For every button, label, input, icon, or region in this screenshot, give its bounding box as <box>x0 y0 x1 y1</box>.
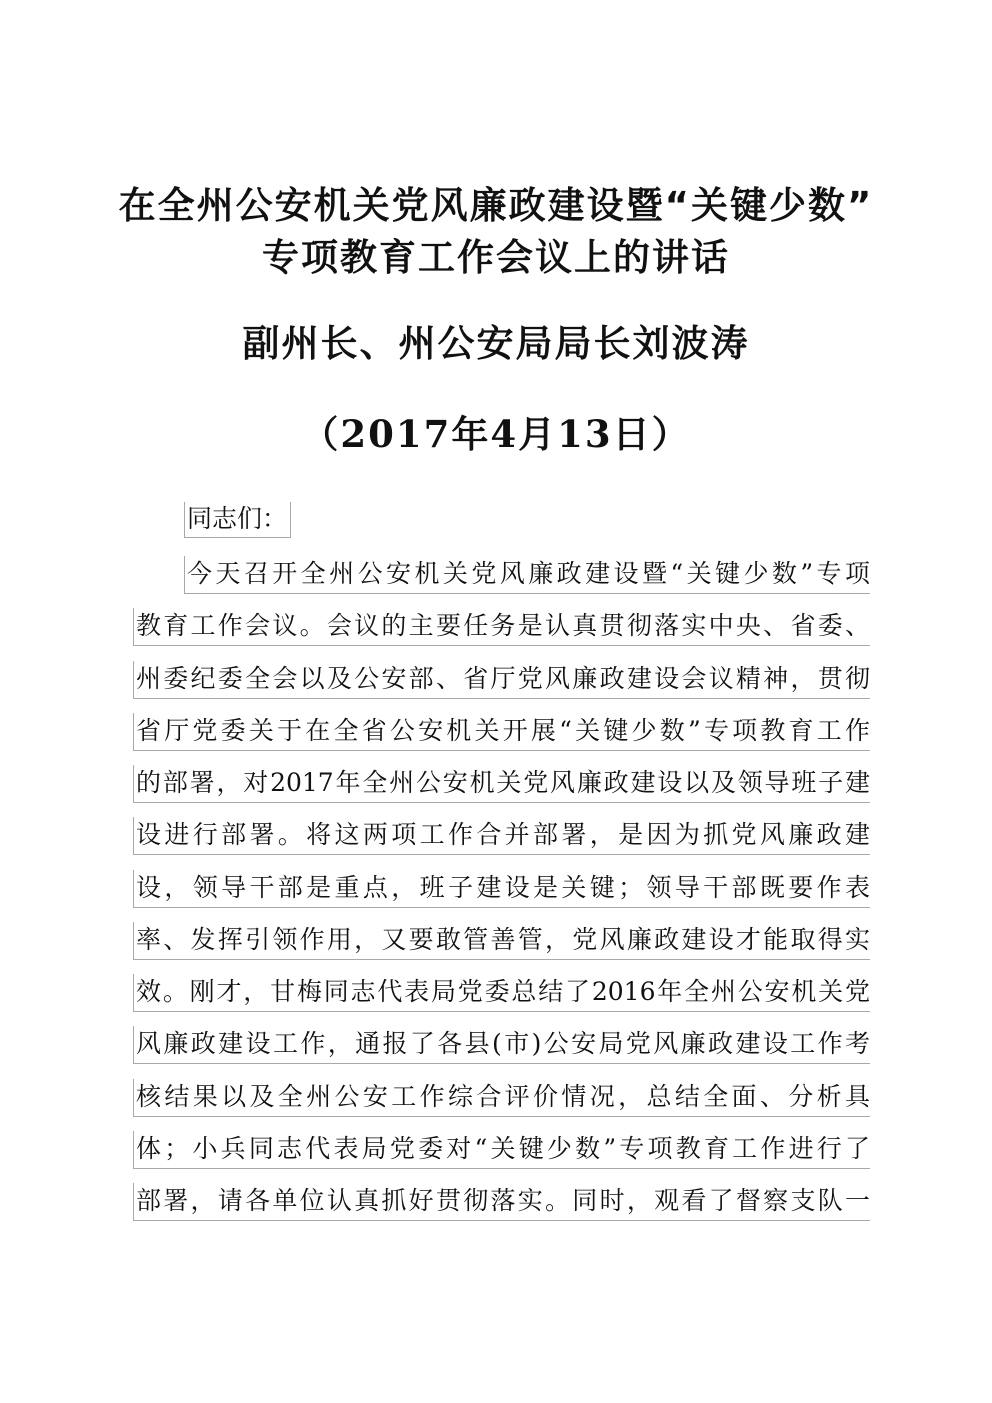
body-line: 风廉政建设工作，通报了各县(市)公安局党风廉政建设工作考 <box>133 1026 870 1064</box>
greeting: 同志们： <box>184 502 291 538</box>
body-line: 设进行部署。将这两项工作合并部署，是因为抓党风廉政建 <box>133 817 870 855</box>
body-line: 的部署，对2017年全州公安机关党风廉政建设以及领导班子建 <box>133 765 870 803</box>
body-line: 设，领导干部是重点，班子建设是关键；领导干部既要作表 <box>133 870 870 908</box>
document-title-line-1: 在全州公安机关党风廉政建设暨“关键少数” <box>118 184 874 227</box>
body-line: 今天召开全州公安机关党风廉政建设暨“关键少数”专项 <box>184 556 870 594</box>
body-line: 教育工作会议。会议的主要任务是认真贯彻落实中央、省委、 <box>133 608 870 646</box>
body-line: 核结果以及全州公安工作综合评价情况，总结全面、分析具 <box>133 1079 870 1117</box>
body-line: 部署，请各单位认真抓好贯彻落实。同时，观看了督察支队一 <box>133 1183 870 1221</box>
body-line: 效。刚才，甘梅同志代表局党委总结了2016年全州公安机关党 <box>133 974 870 1012</box>
body-line: 州委纪委全会以及公安部、省厅党风廉政建设会议精神，贯彻 <box>133 661 870 699</box>
document-title-line-2: 专项教育工作会议上的讲话 <box>262 236 730 279</box>
date-line: （2017年4月13日） <box>301 412 691 456</box>
body-line: 体；小兵同志代表局党委对“关键少数”专项教育工作进行了 <box>133 1131 870 1169</box>
speaker-line: 副州长、州公安局局长刘波涛 <box>242 322 750 365</box>
body-line: 省厅党委关于在全省公安机关开展“关键少数”专项教育工作 <box>133 713 870 751</box>
body-line: 率、发挥引领作用，又要敢管善管，党风廉政建设才能取得实 <box>133 922 870 960</box>
